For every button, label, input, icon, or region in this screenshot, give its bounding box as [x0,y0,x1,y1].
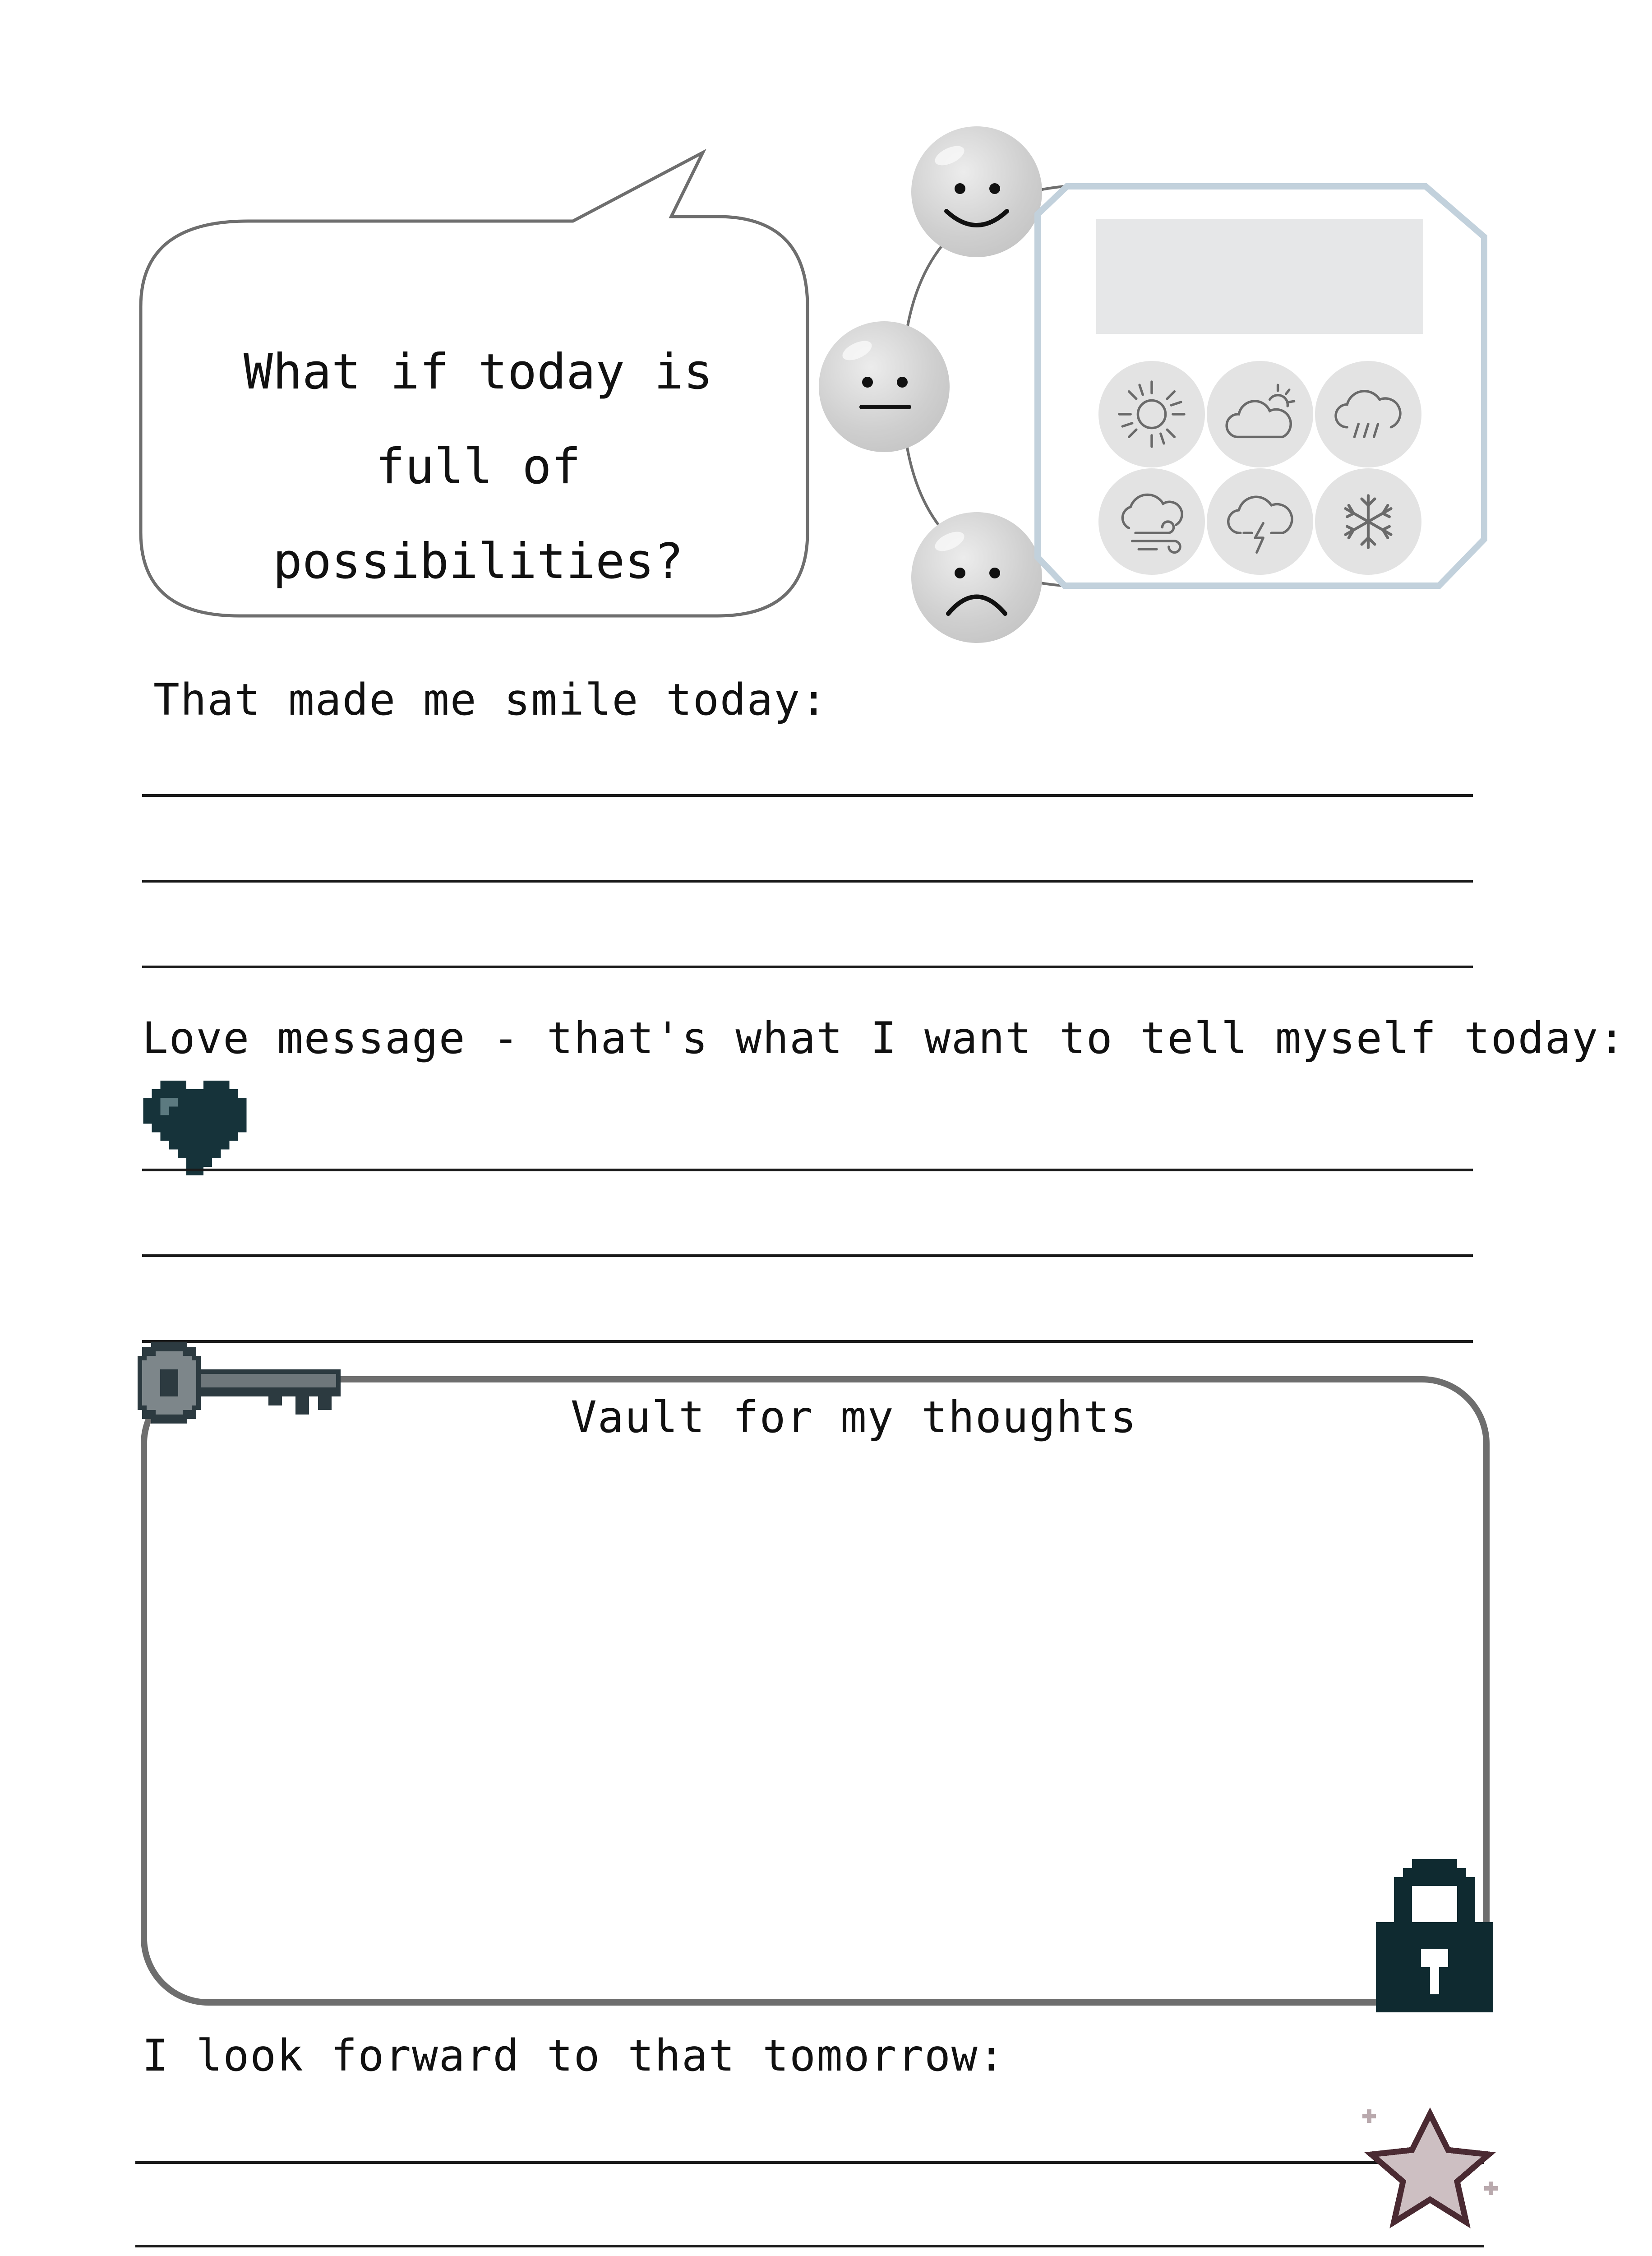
weather-cell-partly-cloudy[interactable] [1207,361,1313,467]
smile-heading: That made me smile today: [153,675,828,725]
key-icon [138,1333,350,1433]
tomorrow-heading: I look forward to that tomorrow: [142,2030,1006,2081]
sad-face-icon[interactable] [911,512,1042,643]
partly-cloudy-icon [1219,374,1301,455]
weather-cell-sun[interactable] [1098,361,1205,467]
prompt-text: What if today is full of possibilities? [243,344,713,590]
sun-icon [1111,374,1192,455]
lock-icon [1376,1859,1493,2012]
weather-cell-windy[interactable] [1098,468,1205,575]
snowflake-icon [1328,481,1409,562]
love-heading: Love message - that's what I want to tell myself today: [142,1013,1626,1063]
love-line-2[interactable] [142,1254,1473,1257]
star-icon [1362,2105,1498,2236]
smile-line-1[interactable] [142,794,1473,797]
vault-box[interactable] [141,1376,1490,2006]
heart-icon [141,1081,249,1175]
happy-face-icon[interactable] [911,126,1042,257]
neutral-face-icon[interactable] [819,321,950,452]
windy-cloud-icon [1111,481,1192,562]
weather-cell-snow[interactable] [1315,468,1421,575]
date-box[interactable] [1096,219,1423,334]
love-line-1[interactable] [142,1169,1473,1171]
weather-cell-rain[interactable] [1315,361,1421,467]
vault-title: Vault for my thoughts [571,1392,1137,1442]
weather-cell-storm[interactable] [1207,468,1313,575]
rain-icon [1328,374,1409,455]
smile-line-3[interactable] [142,966,1473,968]
smile-line-2[interactable] [142,880,1473,883]
tomorrow-line-2[interactable] [135,2245,1484,2247]
tomorrow-line-1[interactable] [135,2161,1484,2164]
storm-icon [1219,481,1301,562]
speech-bubble [135,144,821,632]
